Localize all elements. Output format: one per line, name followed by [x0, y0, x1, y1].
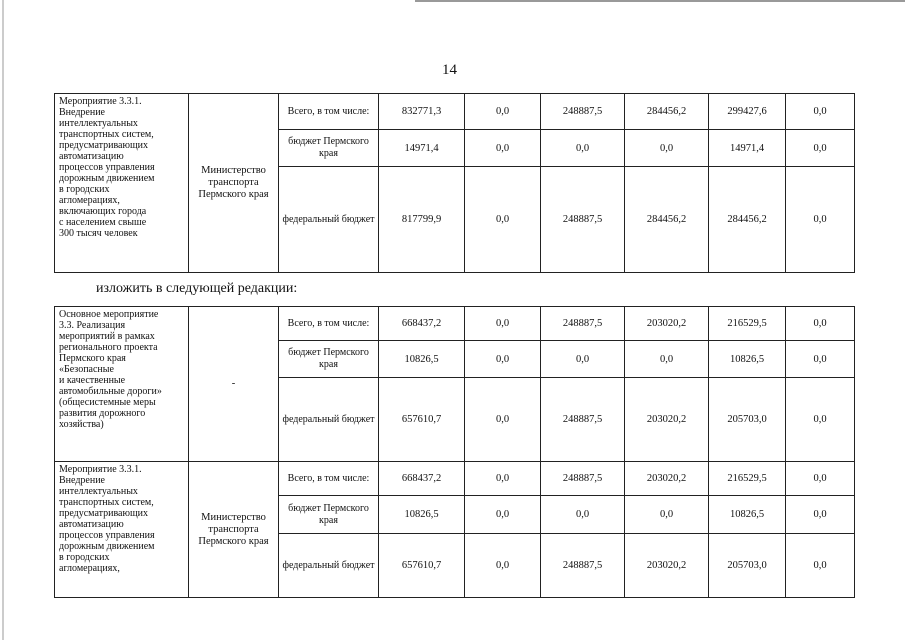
value-cell: 0,0: [541, 341, 625, 378]
value-cell: 284456,2: [625, 167, 709, 273]
value-cell: 205703,0: [709, 534, 786, 598]
value-cell: 248887,5: [541, 462, 625, 496]
value-cell: 0,0: [465, 462, 541, 496]
value-cell: 0,0: [786, 307, 855, 341]
value-cell: 0,0: [786, 341, 855, 378]
activity-description: Мероприятие 3.3.1. Внедрение интеллектуальных транспортных систем, предусматривающих автоматизацию процессов управления дорожным движением в городских агломерациях, включающих города с населением свыше 300 тысяч человек: [55, 94, 189, 273]
value-cell: 0,0: [786, 462, 855, 496]
value-cell: 0,0: [465, 534, 541, 598]
value-cell: 0,0: [786, 378, 855, 462]
funding-kind: бюджет Пермского края: [279, 130, 379, 167]
value-cell: 0,0: [786, 94, 855, 130]
value-cell: 657610,7: [379, 534, 465, 598]
value-cell: 0,0: [786, 496, 855, 534]
new-version-table: [54, 306, 855, 598]
value-cell: 10826,5: [709, 341, 786, 378]
value-cell: 0,0: [625, 130, 709, 167]
value-cell: 0,0: [625, 341, 709, 378]
value-cell: 248887,5: [541, 307, 625, 341]
value-cell: 0,0: [625, 496, 709, 534]
value-cell: 10826,5: [709, 496, 786, 534]
executor-cell: Министерство транспорта Пермского края: [189, 94, 279, 273]
executor-cell: -: [189, 307, 279, 462]
value-cell: 299427,6: [709, 94, 786, 130]
value-cell: 0,0: [786, 130, 855, 167]
funding-kind: федеральный бюджет: [279, 378, 379, 462]
value-cell: 203020,2: [625, 462, 709, 496]
value-cell: 0,0: [541, 496, 625, 534]
value-cell: 248887,5: [541, 94, 625, 130]
activity-description: Основное мероприятие 3.3. Реализация мероприятий в рамках регионального проекта Пермского края «Безопасные и качественные автомобильные дороги» (общесистемные меры развития дорожного хозяйства): [55, 307, 189, 462]
value-cell: 248887,5: [541, 534, 625, 598]
page-number: 14: [442, 62, 457, 78]
value-cell: 0,0: [465, 378, 541, 462]
funding-kind: федеральный бюджет: [279, 534, 379, 598]
value-cell: 668437,2: [379, 462, 465, 496]
value-cell: 0,0: [465, 496, 541, 534]
activity-description: Мероприятие 3.3.1. Внедрение интеллектуальных транспортных систем, предусматривающих автоматизацию процессов управления дорожным движением в городских агломерациях,: [55, 462, 189, 598]
executor-cell: Министерство транспорта Пермского края: [189, 462, 279, 598]
value-cell: 0,0: [541, 130, 625, 167]
old-version-table: [54, 93, 855, 273]
funding-kind: бюджет Пермского края: [279, 341, 379, 378]
value-cell: 832771,3: [379, 94, 465, 130]
value-cell: 216529,5: [709, 462, 786, 496]
funding-kind: бюджет Пермского края: [279, 496, 379, 534]
value-cell: 817799,9: [379, 167, 465, 273]
value-cell: 284456,2: [625, 94, 709, 130]
value-cell: 14971,4: [709, 130, 786, 167]
value-cell: 0,0: [465, 130, 541, 167]
value-cell: 0,0: [786, 167, 855, 273]
value-cell: 10826,5: [379, 496, 465, 534]
value-cell: 216529,5: [709, 307, 786, 341]
value-cell: 248887,5: [541, 378, 625, 462]
value-cell: 248887,5: [541, 167, 625, 273]
value-cell: 0,0: [465, 94, 541, 130]
value-cell: 668437,2: [379, 307, 465, 341]
edit-instruction: изложить в следующей редакции:: [96, 281, 298, 296]
value-cell: 0,0: [465, 307, 541, 341]
funding-kind: Всего, в том числе:: [279, 307, 379, 341]
value-cell: 14971,4: [379, 130, 465, 167]
value-cell: 0,0: [465, 167, 541, 273]
value-cell: 203020,2: [625, 534, 709, 598]
value-cell: 284456,2: [709, 167, 786, 273]
value-cell: 205703,0: [709, 378, 786, 462]
funding-kind: Всего, в том числе:: [279, 462, 379, 496]
value-cell: 0,0: [465, 341, 541, 378]
funding-kind: федеральный бюджет: [279, 167, 379, 273]
value-cell: 203020,2: [625, 307, 709, 341]
value-cell: 0,0: [786, 534, 855, 598]
value-cell: 203020,2: [625, 378, 709, 462]
value-cell: 657610,7: [379, 378, 465, 462]
funding-kind: Всего, в том числе:: [279, 94, 379, 130]
value-cell: 10826,5: [379, 341, 465, 378]
